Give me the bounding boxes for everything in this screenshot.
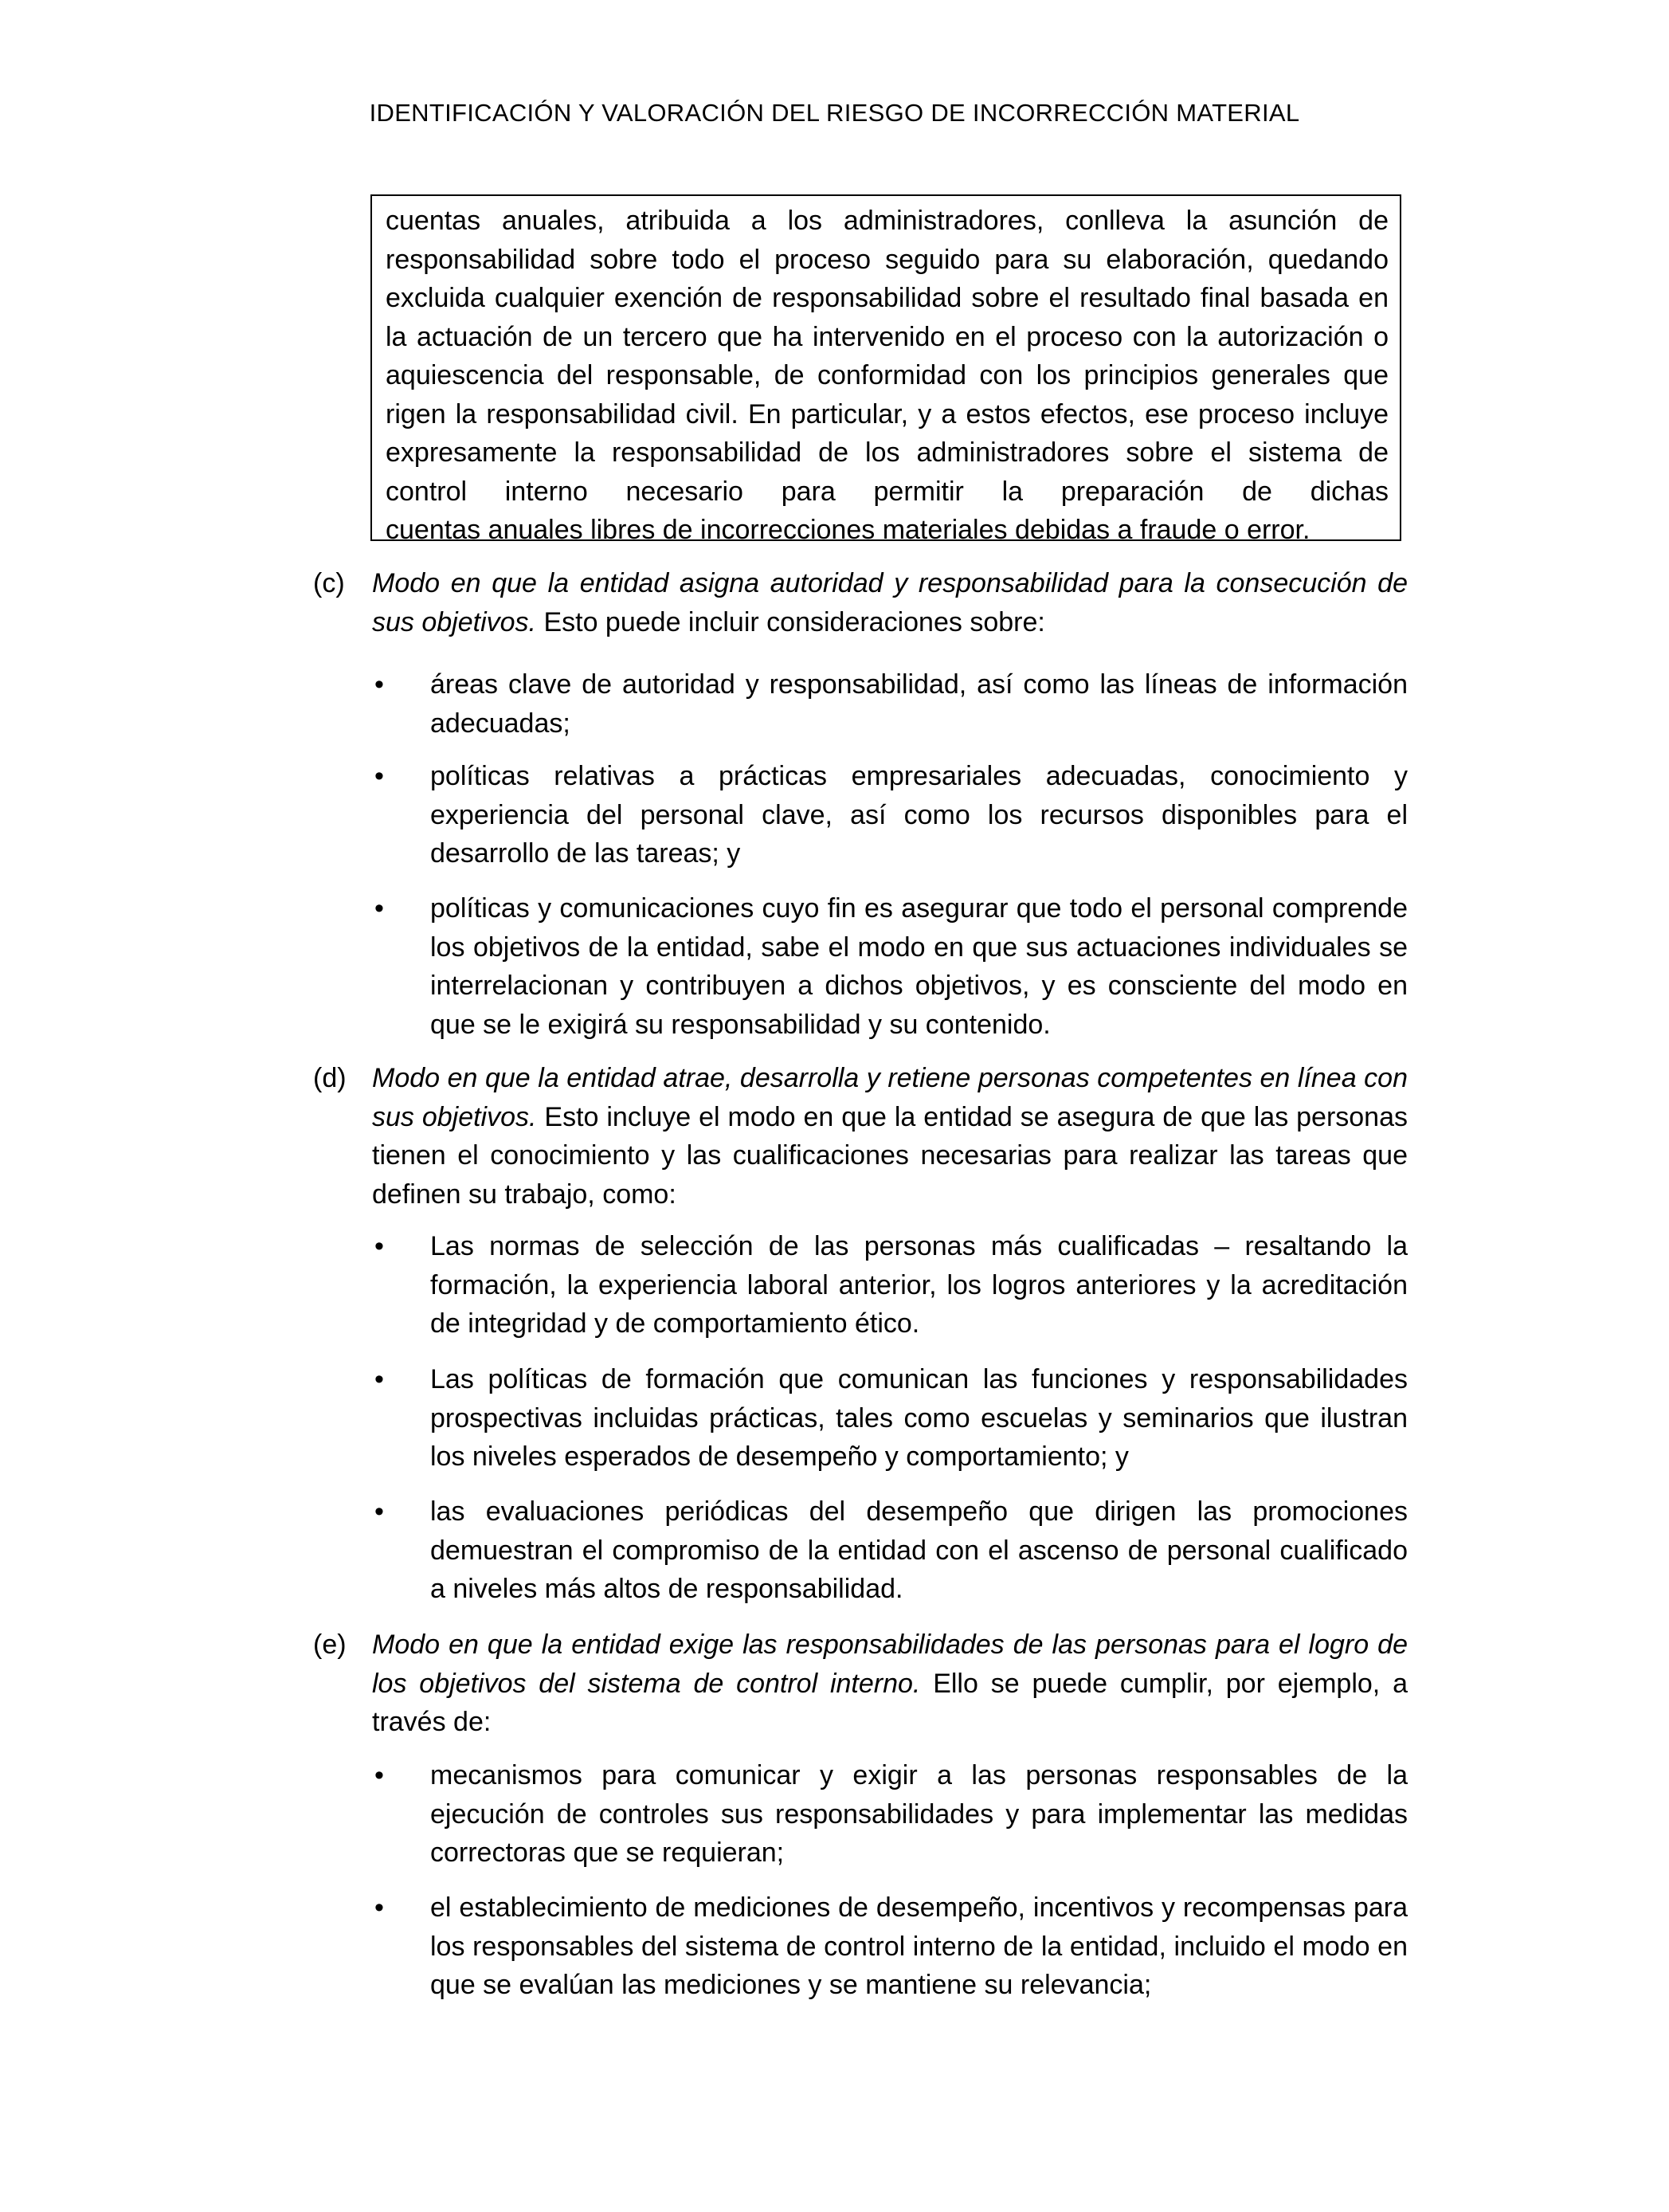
- bullet-text: áreas clave de autoridad y responsabilidad, así como las líneas de información adecuadas;: [430, 669, 1408, 739]
- bullet-icon: •: [374, 893, 384, 924]
- item-italic-title: Modo en que la entidad atrae, desarrolla y retiene personas competentes en línea con sus objetivos.: [372, 1063, 1408, 1132]
- item-label: (d): [313, 1063, 347, 1093]
- bullet-icon: •: [374, 761, 384, 791]
- item-text: [372, 564, 1408, 641]
- item-text: [372, 1626, 1408, 1742]
- bullet-text: políticas relativas a prácticas empresariales adecuadas, conocimiento y experiencia del personal clave, así como los recursos disponibles para el desarrollo de las tareas; y: [430, 761, 1408, 869]
- item-label: (c): [313, 568, 345, 598]
- bullet-icon: •: [374, 1364, 384, 1394]
- bullet-icon: •: [374, 1892, 384, 1923]
- boxed-note-last-line: cuentas anuales libres de incorrecciones materiales debidas a fraude o error.: [386, 515, 1311, 545]
- bullet-icon: •: [374, 1496, 384, 1527]
- item-italic-title: Modo en que la entidad exige las responsabilidades de las personas para el logro de los objetivos del sistema de control interno.: [372, 1630, 1408, 1699]
- bullet-text: políticas y comunicaciones cuyo fin es asegurar que todo el personal comprende los objetivos de la entidad, sabe el modo en que sus actuaciones individuales se interrelacionan y contribuyen a dichos objetivos, y es consciente del modo en que se le exigirá su responsabilidad y su contenido.: [430, 893, 1408, 1040]
- bullet-icon: •: [374, 669, 384, 700]
- bullet-icon: •: [374, 1231, 384, 1261]
- bullet-text: Las normas de selección de las personas más cualificadas – resaltando la formación, la experiencia laboral anterior, los logros anteriores y la acreditación de integridad y de comportamiento ético.: [430, 1231, 1408, 1339]
- item-body: Esto incluye el modo en que la entidad se asegura de que las personas tienen el conocimiento y las cualificaciones necesarias para realizar las tareas que definen su trabajo, como:: [372, 1101, 1408, 1210]
- item-label: (e): [313, 1630, 347, 1660]
- bullet-text: las evaluaciones periódicas del desempeño que dirigen las promociones demuestran el compromiso de la entidad con el ascenso de personal cualificado a niveles más altos de responsabilidad.: [430, 1496, 1408, 1604]
- bullet-text: mecanismos para comunicar y exigir a las personas responsables de la ejecución de controles sus responsabilidades y para implementar las medidas correctoras que se requieran;: [430, 1760, 1408, 1868]
- boxed-note: [370, 194, 1401, 545]
- page-header: IDENTIFICACIÓN Y VALORACIÓN DEL RIESGO DE INCORRECCIÓN MATERIAL: [369, 99, 1300, 127]
- item-text: [372, 1059, 1408, 1214]
- bullet-icon: •: [374, 1760, 384, 1790]
- item-body: Ello se puede cumplir, por ejemplo, a través de:: [372, 1668, 1408, 1737]
- bullet-text: Las políticas de formación que comunican las funciones y responsabilidades prospectivas incluidas prácticas, tales como escuelas y seminarios que ilustran los niveles esperados de desempeño y comportamiento; y: [430, 1364, 1408, 1472]
- item-body: Esto puede incluir consideraciones sobre:: [536, 606, 1045, 637]
- bullet-text: el establecimiento de mediciones de desempeño, incentivos y recompensas para los responsables del sistema de control interno de la entidad, incluido el modo en que se evalúan las mediciones y se mantiene su relevancia;: [430, 1892, 1408, 2000]
- boxed-note-text: cuentas anuales, atribuida a los administradores, conlleva la asunción de responsabilidad sobre todo el proceso seguido para su elaboración, quedando excluida cualquier exención de responsabilidad sobre el resultado final basada en la actuación de un tercero que ha intervenido en el proceso con la autorización o aquiescencia del responsable, de conformidad con los principios generales que rigen la responsabilidad civil. En particular, y a estos efectos, ese proceso incluye expresamente la responsabilidad de los administradores sobre el sistema de control interno necesario para permitir la preparación de dichas: [386, 206, 1389, 507]
- item-italic-title: Modo en que la entidad asigna autoridad y responsabilidad para la consecución de sus objetivos.: [372, 568, 1408, 637]
